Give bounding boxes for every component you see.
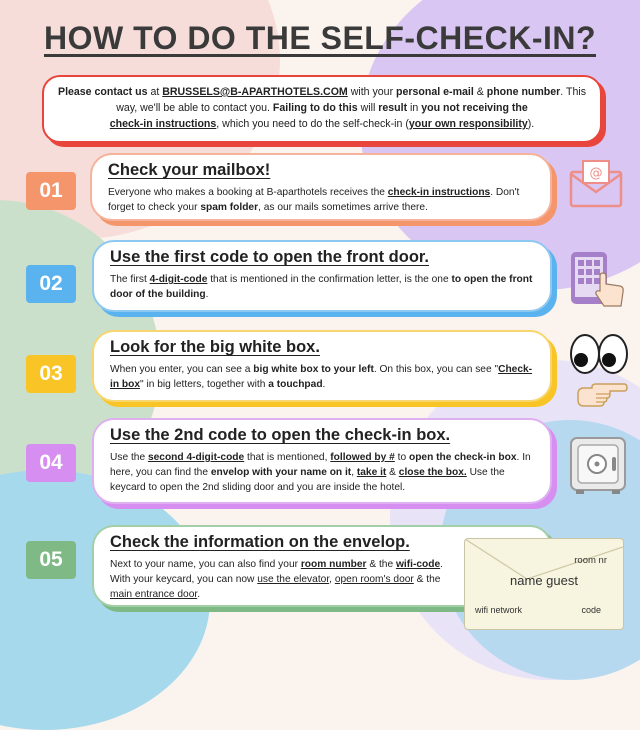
step-description: When you enter, you can see a big white box to your left. On this box, you can see "Check-in box" in big letters, together with a touchpad.: [110, 364, 533, 390]
step-description: Use the second 4-digit-code that is mentioned, followed by # to open the check-in box. In here, you can find the envelop with your name on it, take it & close the box. Use the keycard to open the 2nd sliding door and you are inside the hotel.: [110, 452, 531, 493]
contact-email: BRUSSELS@B-APARTHOTELS.COM: [162, 86, 348, 98]
step-number: 05: [26, 541, 76, 579]
step-number: 03: [26, 355, 76, 393]
step-number: 04: [26, 444, 76, 482]
envelope-wifi-label: wifi network: [475, 605, 523, 615]
step-title: Use the first code to open the front door.: [110, 248, 430, 266]
step-card: [90, 153, 552, 221]
step-number: 01: [26, 172, 76, 210]
step-title: Check the information on the envelop.: [110, 533, 410, 551]
step-description: The first 4-digit-code that is mentioned in the confirmation letter, is the one to open the front door of the building.: [110, 274, 533, 300]
envelope-room-label: room nr: [574, 555, 607, 566]
envelope-code-label: code: [581, 605, 601, 615]
step-number: 02: [26, 265, 76, 303]
eyes-icon: [568, 332, 630, 376]
mail-envelope-icon: [568, 158, 624, 210]
step-title: Check your mailbox!: [108, 161, 271, 179]
safe-box-icon: [568, 435, 628, 495]
notice-text: Please contact us at BRUSSELS@B-APARTHOTELS.COM with your personal e-mail & phone number. This way, we'll be able to contact you. Failing to do this will result in you not receiving the check-in instructions, which you need to do the self-check-in (your own responsibility).: [58, 86, 587, 130]
tablet-touch-icon: [566, 248, 628, 312]
contact-notice: [42, 75, 602, 143]
envelope-card-icon: [464, 538, 624, 630]
step-description: Next to your name, you can also find your room number & the wifi-code. With your keycard, you can now use the elevator, open room's door & the main entrance door.: [110, 559, 443, 600]
envelope-name-label: name guest: [510, 573, 578, 588]
step-card: [92, 330, 552, 402]
svg-text:@: @: [589, 166, 603, 181]
page-title: HOW TO DO THE SELF-CHECK-IN?: [43, 20, 597, 56]
step-card: [92, 418, 552, 504]
pointing-hand-icon: [570, 374, 628, 408]
step-title: Look for the big white box.: [110, 338, 320, 356]
step-description: Everyone who makes a booking at B-aparthotels receives the check-in instructions. Don't forget to check your spam folder, as our mails sometimes arrive there.: [108, 187, 520, 213]
step-title: Use the 2nd code to open the check-in box.: [110, 426, 451, 444]
step-card: [92, 240, 552, 312]
